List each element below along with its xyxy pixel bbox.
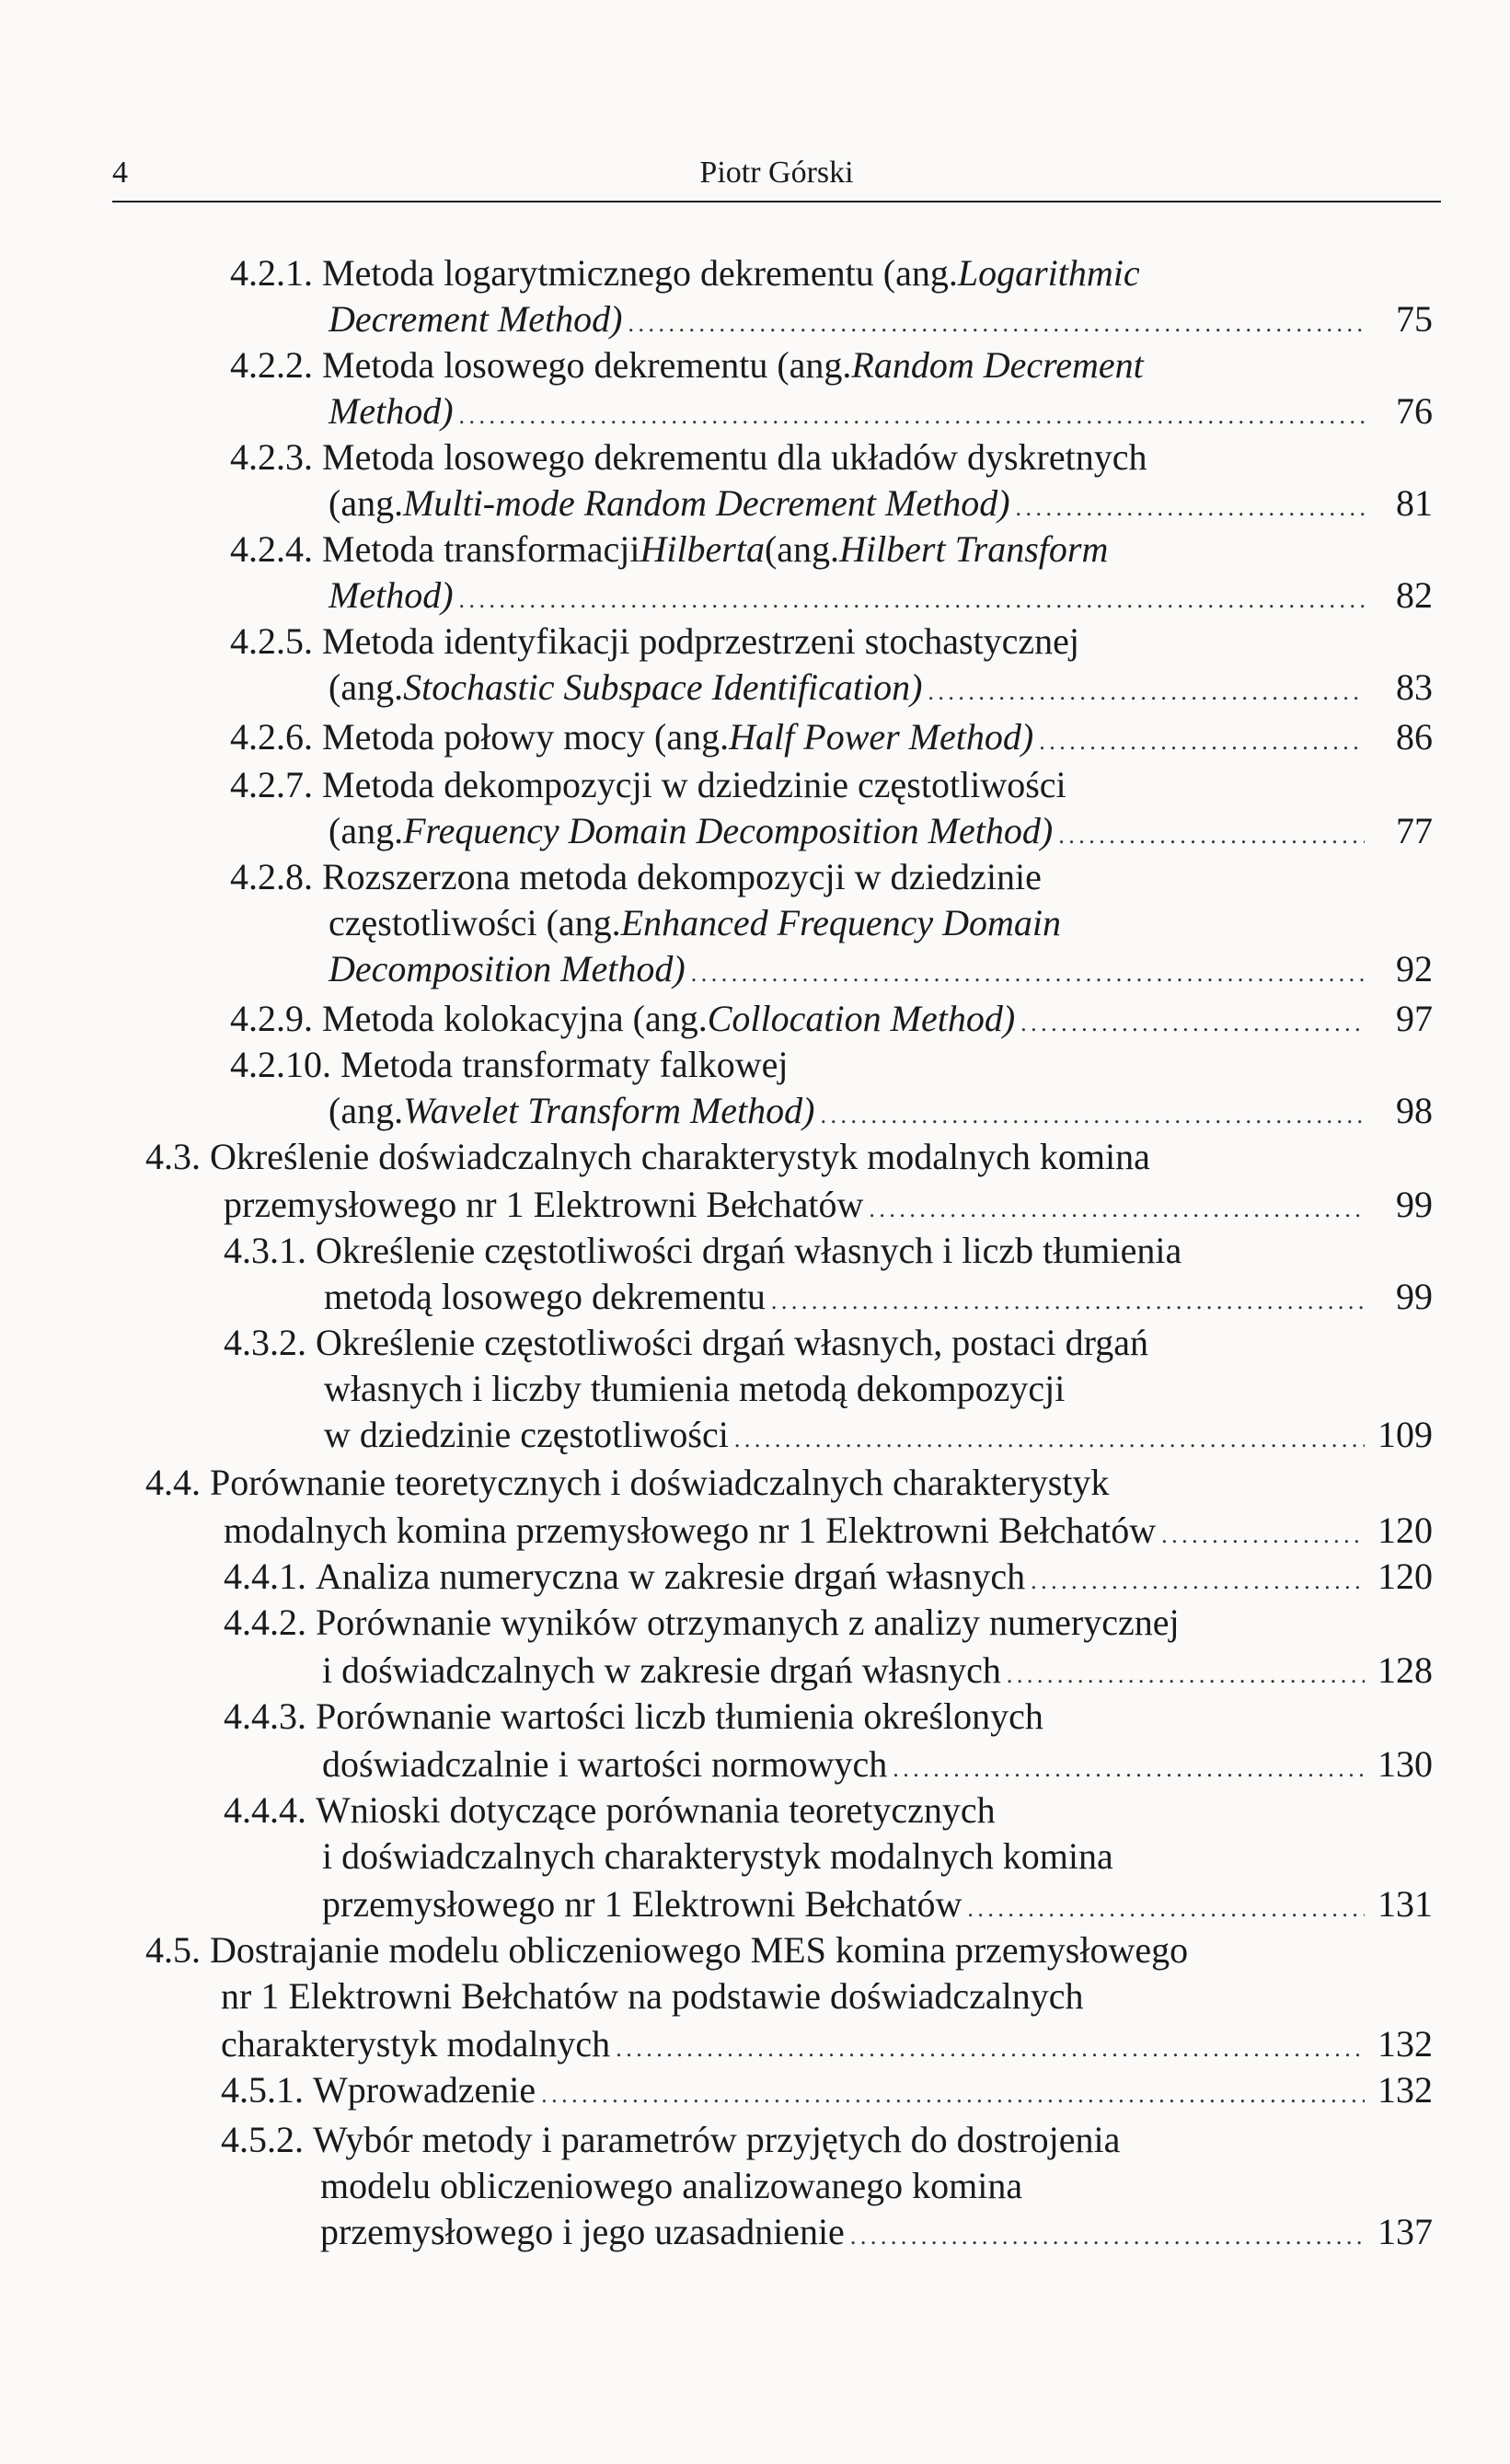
entry-number: 4.2.9.: [230, 998, 313, 1039]
entry-number: 4.2.1.: [230, 252, 313, 294]
entry-page: 99: [1396, 1276, 1433, 1317]
entry-title: i doświadczalnych w zakresie drgań własnych: [322, 1649, 1001, 1691]
entry-title: Metoda identyfikacji podprzestrzeni stochastycznej: [322, 620, 1080, 662]
toc-entry-4-5-line1[interactable]: [145, 1927, 1434, 1973]
entry-title: (ang.: [329, 1090, 404, 1131]
toc-entry-4-4-4-line1[interactable]: [224, 1787, 1429, 1834]
entry-number: 4.4.3.: [224, 1695, 306, 1737]
entry-number: 4.2.5.: [230, 620, 313, 662]
toc-entry-4-3-line2[interactable]: [224, 1182, 1433, 1228]
entry-title: charakterystyk modalnych: [221, 2023, 611, 2065]
entry-page: 132: [1377, 2069, 1433, 2111]
leader-dots: [1161, 1512, 1365, 1558]
toc-entry-4-5-line2[interactable]: [221, 1973, 1433, 2019]
entry-number: 4.4.: [145, 1462, 201, 1503]
entry-title-italic: Decrement Method): [329, 298, 623, 340]
entry-page: 137: [1377, 2211, 1433, 2252]
leader-dots: [1020, 1001, 1365, 1047]
entry-title-italic: Wavelet Transform Method): [403, 1090, 815, 1131]
entry-page: 120: [1377, 1510, 1433, 1551]
entry-title: (ang.: [329, 810, 404, 851]
entry-page: 77: [1396, 810, 1433, 851]
entry-title: modelu obliczeniowego analizowanego komina: [320, 2165, 1023, 2206]
toc-entry-4-4-line1[interactable]: [145, 1460, 1434, 1506]
entry-title-italic: Method): [329, 390, 454, 432]
toc-entry-4-2-10-line2[interactable]: [329, 1088, 1433, 1134]
toc-entry-4-2-4-line1[interactable]: [230, 526, 1426, 573]
entry-title: Wybór metody i parametrów przyjętych do dostrojenia: [313, 2119, 1121, 2160]
entry-title-italic: Hilbert Transform: [839, 528, 1109, 570]
toc-entry-4-5-line3[interactable]: [221, 2021, 1433, 2067]
toc-entry-4-2-2-line1[interactable]: [230, 342, 1426, 388]
leader-dots: [1058, 813, 1365, 859]
entry-title: Wnioski dotyczące porównania teoretycznych: [316, 1789, 996, 1831]
entry-number: 4.3.1.: [224, 1230, 306, 1271]
entry-title-italic: Enhanced Frequency Domain: [620, 902, 1062, 943]
entry-page: 92: [1396, 948, 1433, 989]
leader-dots: [459, 577, 1365, 623]
toc-entry-4-2-8-line2[interactable]: [329, 900, 1433, 946]
entry-title: częstotliwości (ang.: [329, 902, 621, 943]
toc-entry-4-2-3-line1[interactable]: [230, 434, 1426, 480]
entry-title: nr 1 Elektrowni Bełchatów na podstawie doświadczalnych: [221, 1975, 1084, 2017]
toc-entry-4-2-1-line2[interactable]: [329, 296, 1433, 342]
entry-title-italic: Decomposition Method): [329, 948, 686, 989]
entry-title: Metoda transformaty falkowej: [340, 1044, 789, 1085]
toc-entry-4-3-1-line1[interactable]: [224, 1228, 1429, 1274]
toc-entry-4-2-8-line3[interactable]: [329, 946, 1433, 992]
toc-entry-4-2-10-line1[interactable]: [230, 1042, 1426, 1088]
entry-title: metodą losowego dekrementu: [324, 1276, 766, 1317]
entry-number: 4.4.2.: [224, 1602, 306, 1643]
leader-dots: [459, 393, 1365, 439]
entry-title: Metoda logarytmicznego dekrementu (ang.: [322, 252, 958, 294]
toc-entry-4-4-4-line3[interactable]: [322, 1881, 1433, 1927]
leader-dots: [928, 669, 1365, 715]
entry-page: 86: [1396, 716, 1433, 758]
entry-title-italic: Hilberta: [640, 528, 765, 570]
leader-dots: [691, 951, 1365, 997]
entry-title-italic: Random Decrement: [851, 344, 1144, 386]
leader-dots: [1007, 1652, 1365, 1698]
toc-entry-4-4-2-line2[interactable]: [322, 1648, 1433, 1694]
entry-title: przemysłowego i jego uzasadnienie: [320, 2211, 845, 2252]
leader-dots: [893, 1746, 1365, 1792]
toc-entry-4-5-2-line2[interactable]: [320, 2163, 1433, 2209]
entry-title: Rozszerzona metoda dekompozycji w dziedzinie: [322, 856, 1042, 897]
entry-number: 4.2.3.: [230, 436, 313, 478]
entry-title: modalnych komina przemysłowego nr 1 Elektrowni Bełchatów: [224, 1510, 1157, 1551]
leader-dots: [1039, 719, 1365, 765]
entry-title: Wprowadzenie: [313, 2069, 536, 2111]
leader-dots: [869, 1186, 1365, 1232]
entry-title-italic: Logarithmic: [957, 252, 1140, 294]
toc-entry-4-4-3-line1[interactable]: [224, 1694, 1429, 1740]
entry-number: 4.4.4.: [224, 1789, 306, 1831]
entry-page: 109: [1377, 1414, 1433, 1455]
entry-title: własnych i liczby tłumienia metodą dekompozycji: [324, 1368, 1066, 1409]
entry-title: w dziedzinie częstotliwości: [324, 1414, 729, 1455]
entry-number: 4.5.1.: [221, 2069, 304, 2111]
toc-entry-4-4-2-line1[interactable]: [224, 1600, 1429, 1646]
toc-entry-4-2-8-line1[interactable]: [230, 854, 1426, 900]
entry-title: Określenie częstotliwości drgań własnych i liczb tłumienia: [316, 1230, 1182, 1271]
entry-title-italic: Collocation Method): [707, 998, 1016, 1039]
entry-page: 83: [1396, 666, 1433, 708]
toc-entry-4-2-3-line2[interactable]: [329, 480, 1433, 526]
entry-title: Porównanie teoretycznych i doświadczalnych charakterystyk: [210, 1462, 1110, 1503]
entry-number: 4.2.6.: [230, 716, 313, 758]
leader-dots: [1031, 1558, 1365, 1604]
leader-dots: [541, 2072, 1365, 2118]
leader-dots: [967, 1886, 1365, 1932]
toc-entry-4-2-4-line2[interactable]: [329, 573, 1433, 619]
entry-page: 97: [1396, 998, 1433, 1039]
entry-number: 4.2.8.: [230, 856, 313, 897]
entry-number: 4.3.: [145, 1136, 201, 1177]
entry-number: 4.2.7.: [230, 764, 313, 805]
entry-page: 132: [1377, 2023, 1433, 2065]
toc-entry-4-3-line1[interactable]: [145, 1134, 1434, 1180]
entry-title: Metoda losowego dekrementu (ang.: [322, 344, 852, 386]
entry-number: 4.3.2.: [224, 1322, 306, 1363]
entry-title: Określenie doświadczalnych charakterystyk modalnych komina: [210, 1136, 1150, 1177]
entry-page: 81: [1396, 482, 1433, 524]
entry-title: Dostrajanie modelu obliczeniowego MES komina przemysłowego: [210, 1929, 1189, 1971]
toc-entry-4-2-2-line2[interactable]: [329, 388, 1433, 434]
entry-title: (ang.: [764, 528, 840, 570]
entry-title: (ang.: [329, 666, 404, 708]
entry-number: 4.4.1.: [224, 1556, 306, 1597]
entry-page: 75: [1396, 298, 1433, 340]
toc-entry-4-5-2-line1[interactable]: [221, 2117, 1426, 2163]
toc-entry-4-3-2-line1[interactable]: [224, 1320, 1429, 1366]
entry-title: Metoda losowego dekrementu dla układów dyskretnych: [322, 436, 1147, 478]
toc-entry-4-2-5-line1[interactable]: [230, 619, 1426, 665]
leader-dots: [734, 1417, 1365, 1463]
entry-page: 131: [1377, 1883, 1433, 1925]
entry-number: 4.2.10.: [230, 1044, 331, 1085]
toc-entry-4-2-7-line1[interactable]: [230, 762, 1426, 808]
toc-entry-4-3-2-line2[interactable]: [324, 1366, 1433, 1412]
toc-entry-4-2-7-line2[interactable]: [329, 808, 1433, 854]
entry-page: 99: [1396, 1184, 1433, 1225]
toc-entry-4-5-2-line3[interactable]: [320, 2209, 1433, 2255]
toc-entry-4-4-3-line2[interactable]: [322, 1741, 1433, 1787]
entry-number: 4.5.2.: [221, 2119, 304, 2160]
entry-number: 4.2.2.: [230, 344, 313, 386]
leader-dots: [771, 1278, 1365, 1325]
entry-page: 82: [1396, 574, 1433, 616]
entry-title-italic: Frequency Domain Decomposition Method): [403, 810, 1054, 851]
entry-title-italic: Method): [329, 574, 454, 616]
leader-dots: [850, 2214, 1365, 2260]
toc-entry-4-3-1-line2[interactable]: [324, 1274, 1433, 1320]
running-head-author: Piotr Górski: [699, 156, 854, 190]
entry-title: (ang.: [329, 482, 404, 524]
toc-entry-4-2-1-line1[interactable]: [230, 250, 1426, 296]
entry-title: Analiza numeryczna w zakresie drgań własnych: [316, 1556, 1026, 1597]
page-number: 4: [112, 156, 128, 190]
leader-dots: [616, 2026, 1365, 2072]
entry-number: 4.5.: [145, 1929, 201, 1971]
toc-entry-4-5-1[interactable]: [221, 2067, 1433, 2113]
toc-entry-4-4-1[interactable]: [224, 1554, 1433, 1600]
entry-page: 130: [1377, 1743, 1433, 1785]
entry-page: 120: [1377, 1556, 1433, 1597]
entry-title-italic: Half Power Method): [729, 716, 1034, 758]
toc-entry-4-3-2-line3[interactable]: [324, 1412, 1433, 1458]
leader-dots: [628, 301, 1366, 347]
entry-title: przemysłowego nr 1 Elektrowni Bełchatów: [322, 1883, 962, 1925]
entry-title: doświadczalnie i wartości normowych: [322, 1743, 888, 1785]
entry-title: przemysłowego nr 1 Elektrowni Bełchatów: [224, 1184, 864, 1225]
leader-dots: [1016, 485, 1365, 531]
entry-title: i doświadczalnych charakterystyk modalnych komina: [322, 1835, 1113, 1877]
entry-title-italic: Stochastic Subspace Identification): [403, 666, 923, 708]
toc-entry-4-2-6[interactable]: [230, 714, 1433, 760]
toc-entry-4-4-line2[interactable]: [224, 1508, 1433, 1554]
entry-page: 76: [1396, 390, 1433, 432]
entry-title: Porównanie wartości liczb tłumienia określonych: [316, 1695, 1043, 1737]
toc-entry-4-2-9[interactable]: [230, 996, 1433, 1042]
entry-page: 98: [1396, 1090, 1433, 1131]
entry-title: Metoda dekompozycji w dziedzinie częstotliwości: [322, 764, 1066, 805]
entry-number: 4.2.4.: [230, 528, 313, 570]
entry-title: Metoda transformacji: [322, 528, 640, 570]
entry-title: Porównanie wyników otrzymanych z analizy numerycznej: [316, 1602, 1180, 1643]
entry-page: 128: [1377, 1649, 1433, 1691]
toc-entry-4-2-5-line2[interactable]: [329, 665, 1433, 711]
entry-title: Metoda kolokacyjna (ang.: [322, 998, 708, 1039]
entry-title-italic: Multi-mode Random Decrement Method): [403, 482, 1010, 524]
entry-title: Określenie częstotliwości drgań własnych, postaci drgań: [316, 1322, 1148, 1363]
entry-title: Metoda połowy mocy (ang.: [322, 716, 730, 758]
toc-entry-4-4-4-line2[interactable]: [322, 1834, 1433, 1880]
leader-dots: [820, 1093, 1365, 1139]
